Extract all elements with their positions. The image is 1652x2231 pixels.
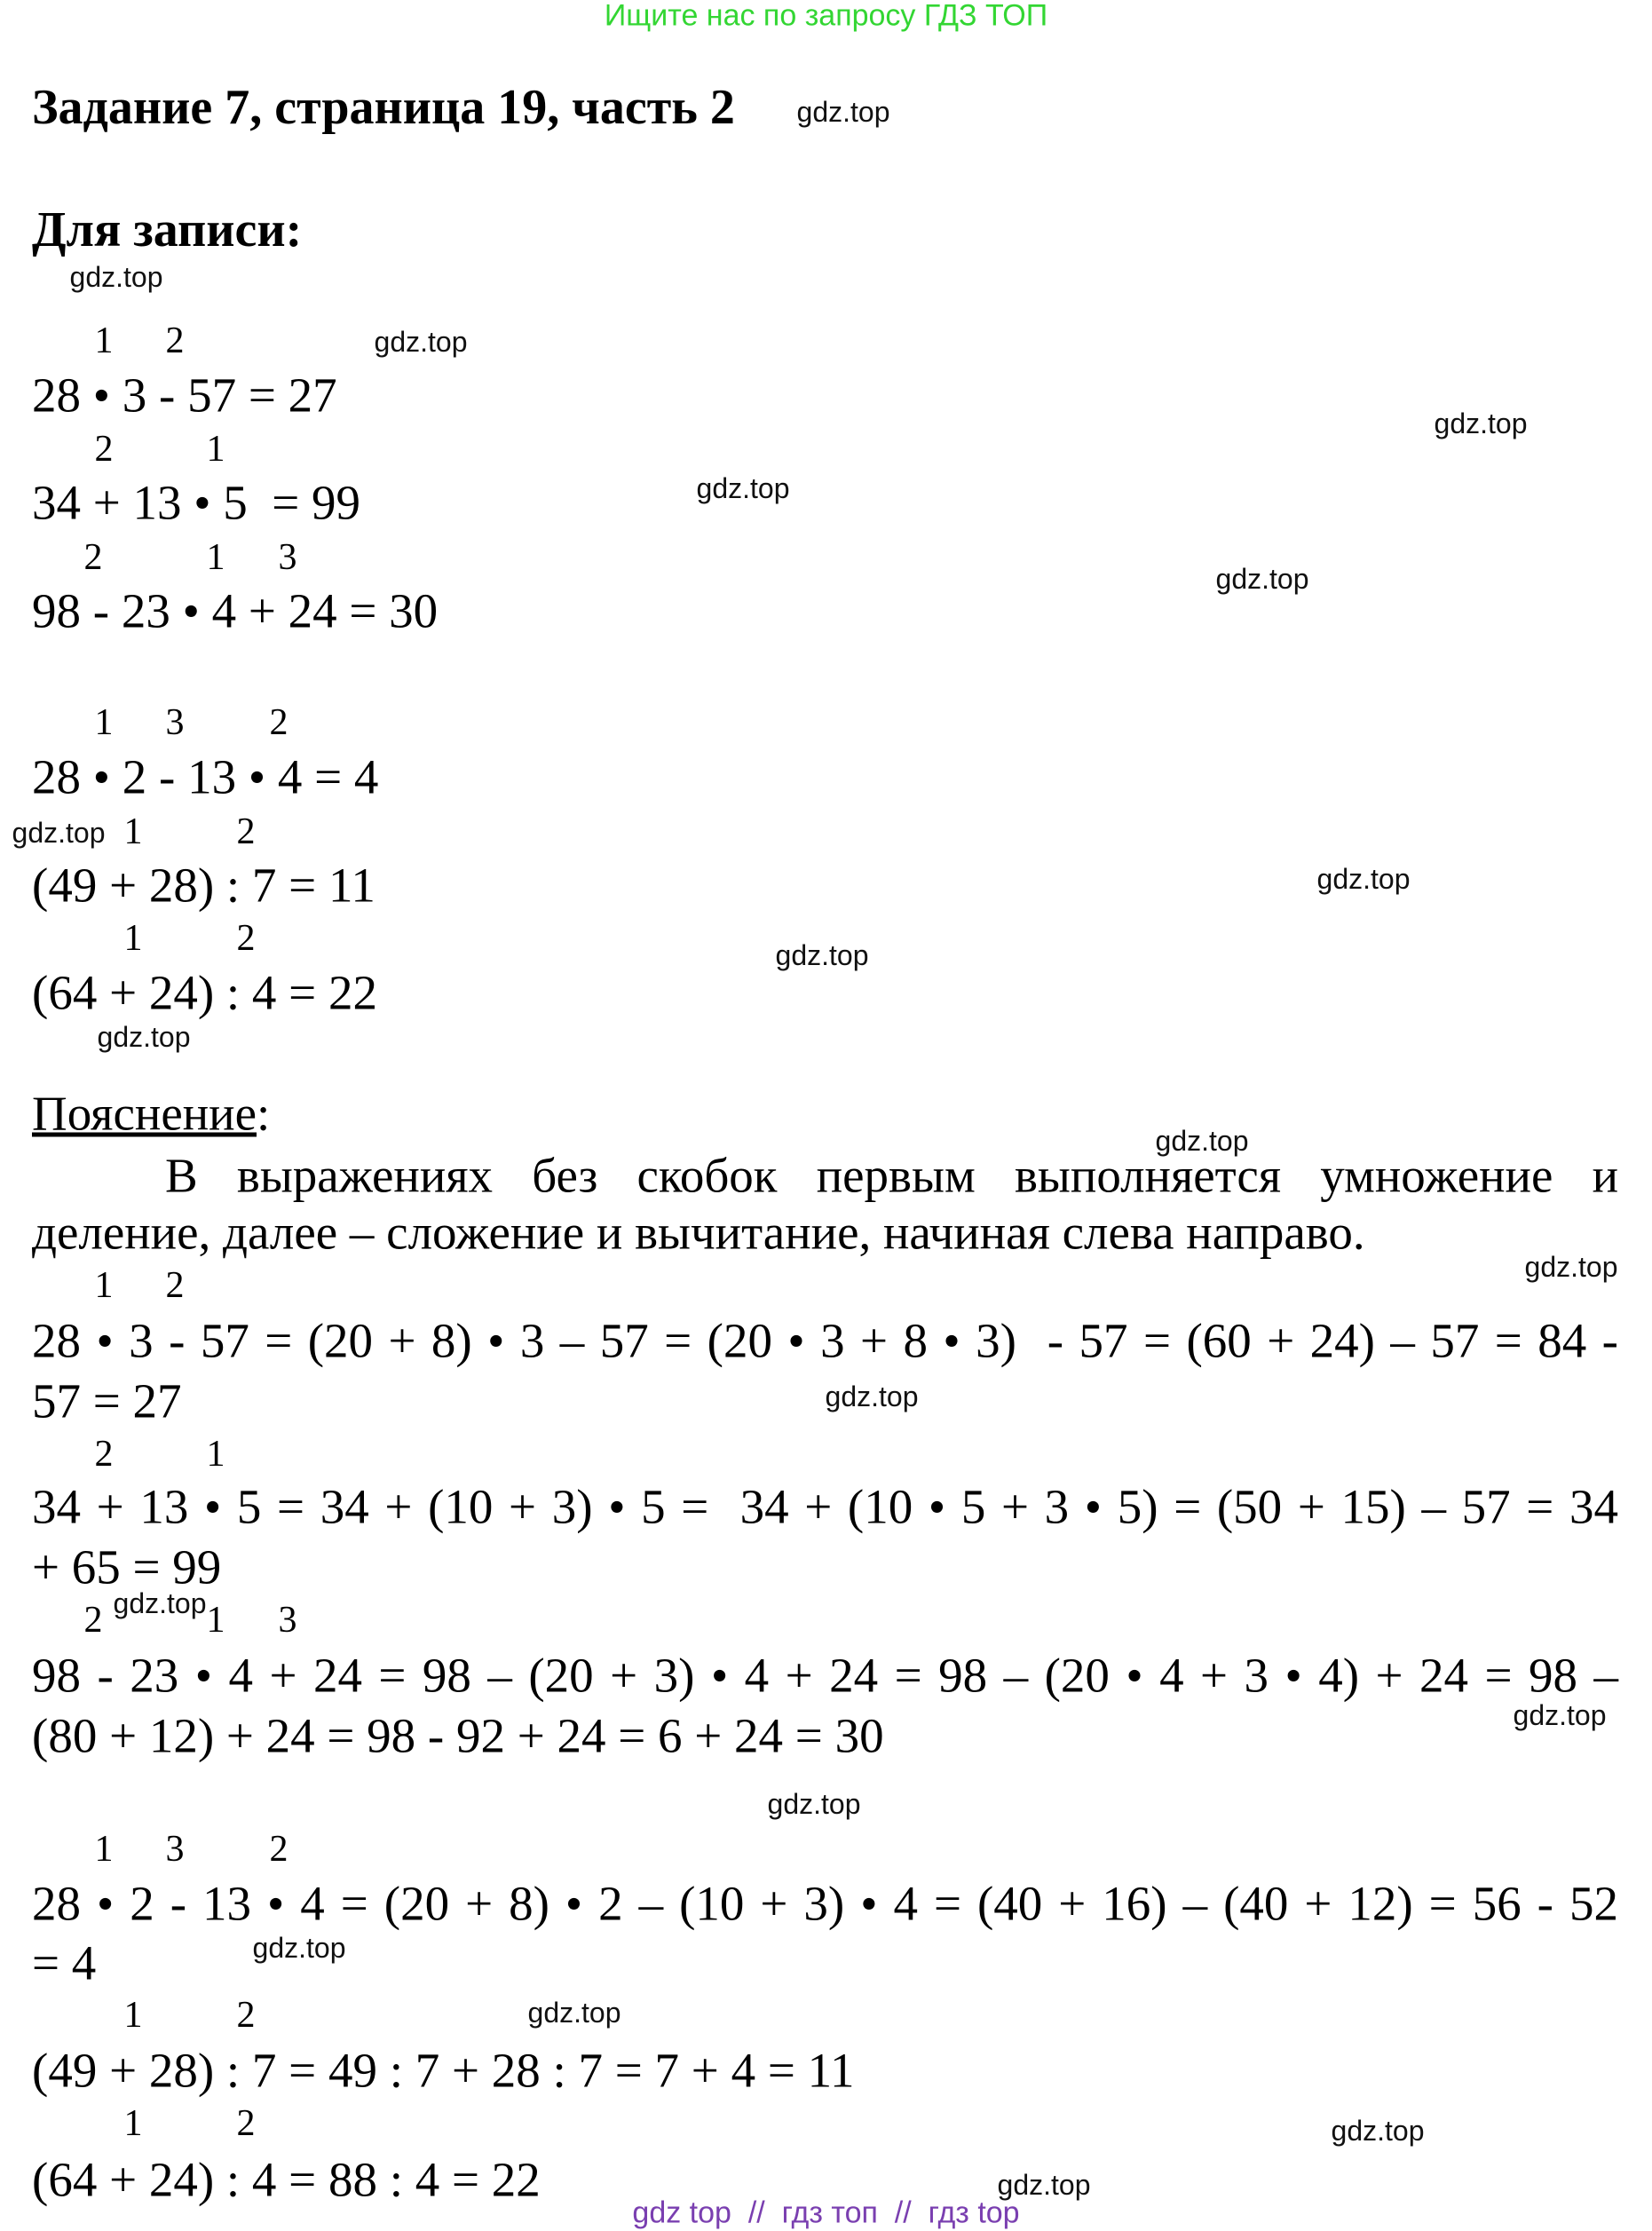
watermark: gdz.top [1331,2115,1425,2147]
record-expression: (64 + 24) : 4 = 22 [32,965,377,1020]
order-digit: 1 [94,320,114,361]
watermark: gdz.top [113,1587,207,1619]
solution-line: 28 • 3 - 57 = (20 + 8) • 3 – 57 = (20 • 3 + 8 • 3) - 57 = (60 + 24) – 57 = 84 - [32,1313,1618,1368]
order-digit: 3 [165,1829,185,1870]
order-digit: 1 [206,429,225,470]
order-digit: 1 [123,811,143,852]
search-banner: Ищите нас по запросу ГДЗ ТОП [604,0,1048,33]
watermark: gdz.top [1316,863,1411,895]
order-digit: 2 [269,702,289,743]
record-expression: 34 + 13 • 5 = 99 [32,475,361,530]
order-digit: 2 [236,811,256,852]
order-digit: 1 [123,2103,143,2144]
order-digit: 1 [94,1829,114,1870]
order-digit: 1 [206,1434,225,1475]
watermark: gdz.top [1434,407,1528,439]
watermark: gdz.top [1513,1699,1607,1731]
explanation-heading [32,1086,271,1141]
explanation-heading-text: Пояснение [32,1086,257,1141]
order-digit: 2 [83,1600,103,1641]
solution-line: (80 + 12) + 24 = 98 - 92 + 24 = 6 + 24 = 30 [32,1708,884,1763]
solution-line: 34 + 13 • 5 = 34 + (10 + 3) • 5 = 34 + (10 • 5 + 3 • 5) = (50 + 15) – 57 = 34 [32,1479,1618,1534]
order-digit: 3 [278,537,297,578]
order-digit: 3 [165,702,185,743]
watermark: gdz.top [1155,1125,1249,1157]
watermark: gdz.top [1215,563,1309,595]
footer-links: gdz top // гдз топ // гдз top [632,2195,1020,2230]
watermark: gdz.top [796,96,890,128]
solution-line: = 4 [32,1935,97,1990]
watermark: gdz.top [775,939,869,971]
watermark: gdz.top [997,2169,1091,2201]
solution-line: 98 - 23 • 4 + 24 = 98 – (20 + 3) • 4 + 24 = 98 – (20 • 4 + 3 • 4) + 24 = 98 – [32,1648,1618,1703]
record-expression: 28 • 3 - 57 = 27 [32,368,337,423]
watermark: gdz.top [767,1788,861,1820]
watermark: gdz.top [97,1021,191,1053]
order-digit: 1 [94,702,114,743]
order-digit: 2 [236,2103,256,2144]
page-title: Задание 7, страница 19, часть 2 [32,80,735,135]
order-digit: 1 [123,1995,143,2036]
order-digit: 2 [236,1995,256,2036]
order-digit: 2 [94,429,114,470]
solution-line: (64 + 24) : 4 = 88 : 4 = 22 [32,2152,541,2207]
record-expression: (49 + 28) : 7 = 11 [32,858,375,913]
order-digit: 3 [278,1600,297,1641]
order-digit: 2 [94,1434,114,1475]
watermark: gdz.top [696,472,790,504]
explanation-text-line: деление, далее – сложение и вычитание, начиная слева направо. [32,1205,1365,1260]
watermark: gdz.top [12,817,106,849]
order-digit: 1 [206,1600,225,1641]
record-heading: Для записи: [32,202,303,257]
order-digit: 1 [94,1265,114,1306]
watermark: gdz.top [252,1932,346,1964]
order-digit: 2 [165,320,185,361]
watermark: gdz.top [69,261,163,293]
record-expression: 98 - 23 • 4 + 24 = 30 [32,583,439,638]
order-digit: 1 [123,918,143,959]
solution-line: 28 • 2 - 13 • 4 = (20 + 8) • 2 – (10 + 3) • 4 = (40 + 16) – (40 + 12) = 56 - 52 [32,1876,1618,1931]
watermark: gdz.top [1524,1251,1618,1283]
explanation-colon: : [257,1086,271,1141]
watermark: gdz.top [374,326,468,358]
order-digit: 2 [83,537,103,578]
order-digit: 1 [206,537,225,578]
explanation-text-line: В выражениях без скобок первым выполняется умножение и [165,1148,1618,1203]
order-digit: 2 [165,1265,185,1306]
order-digit: 2 [236,918,256,959]
watermark: gdz.top [825,1381,919,1412]
solution-line: + 65 = 99 [32,1539,222,1594]
watermark: gdz.top [527,1997,621,2029]
record-expression: 28 • 2 - 13 • 4 = 4 [32,749,379,804]
solution-line: (49 + 28) : 7 = 49 : 7 + 28 : 7 = 7 + 4 = 11 [32,2043,855,2098]
order-digit: 2 [269,1829,289,1870]
solution-line: 57 = 27 [32,1373,182,1428]
